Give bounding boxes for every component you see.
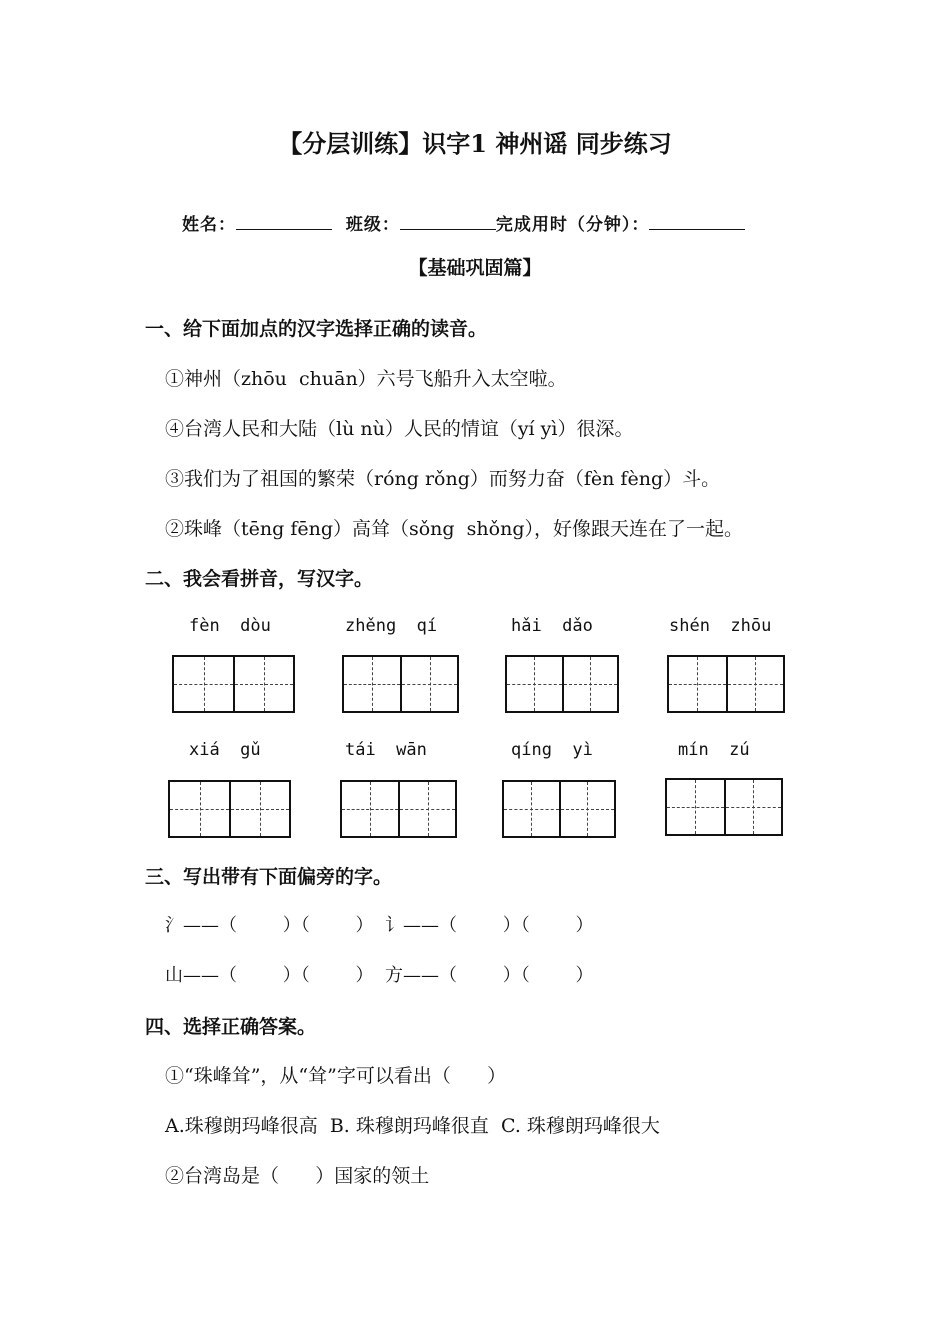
writing-cell[interactable]: [562, 657, 617, 711]
writing-cell[interactable]: [342, 782, 398, 836]
pinyin-label: fèn dòu: [189, 616, 271, 636]
q2-heading: 二、我会看拼音，写汉字。: [145, 568, 374, 590]
radical-row: 山——（ ）（ ） 方——（ ）（ ）: [165, 965, 594, 986]
class-blank[interactable]: [400, 211, 496, 230]
writing-grid[interactable]: [502, 780, 616, 838]
q1-item: ③我们为了祖国的繁荣（róng rǒng）而努力奋（fèn fèng）斗。: [165, 468, 721, 490]
radical-row: 氵——（ ）（ ） 讠——（ ）（ ）: [165, 915, 594, 936]
class-label: 班级：: [345, 215, 400, 235]
student-info-line: [182, 210, 745, 235]
writing-cell[interactable]: [504, 782, 559, 836]
writing-cell[interactable]: [724, 780, 781, 834]
writing-grid[interactable]: [505, 655, 619, 713]
writing-grid[interactable]: [340, 780, 457, 838]
pinyin-label: mín zú: [678, 740, 750, 760]
section-subtitle: 【基础巩固篇】: [408, 257, 542, 279]
writing-grid[interactable]: [172, 655, 295, 713]
writing-cell[interactable]: [400, 657, 457, 711]
pinyin-label: qíng yì: [511, 740, 593, 760]
writing-cell[interactable]: [667, 780, 724, 834]
time-blank[interactable]: [649, 211, 745, 230]
q4-options: A.珠穆朗玛峰很高 B. 珠穆朗玛峰很直 C. 珠穆朗玛峰很大: [165, 1115, 660, 1137]
writing-cell[interactable]: [559, 782, 614, 836]
writing-grid[interactable]: [667, 655, 785, 713]
writing-cell[interactable]: [233, 657, 293, 711]
writing-cell[interactable]: [229, 782, 289, 836]
pinyin-label: shén zhōu: [669, 616, 772, 636]
q4-question: ①“珠峰耸”，从“耸”字可以看出（ ）: [165, 1065, 507, 1087]
pinyin-label: tái wān: [345, 740, 427, 760]
name-label: 姓名：: [182, 215, 236, 235]
pinyin-label: xiá gǔ: [189, 740, 261, 760]
writing-cell[interactable]: [344, 657, 400, 711]
writing-cell[interactable]: [398, 782, 455, 836]
writing-cell[interactable]: [669, 657, 726, 711]
q4-heading: 四、选择正确答案。: [145, 1016, 317, 1038]
writing-grid[interactable]: [168, 780, 291, 838]
writing-cell[interactable]: [507, 657, 562, 711]
q4-question: ②台湾岛是（ ）国家的领土: [165, 1165, 430, 1187]
time-label: 完成用时（分钟）：: [495, 215, 650, 235]
writing-grid[interactable]: [665, 778, 783, 836]
writing-cell[interactable]: [170, 782, 229, 836]
page-title: 【分层训练】识字1 神州谣 同步练习: [278, 129, 672, 158]
pinyin-label: zhěng qí: [345, 616, 438, 636]
writing-grid[interactable]: [342, 655, 459, 713]
q1-item: ①神州（zhōu chuān）六号飞船升入太空啦。: [165, 368, 567, 390]
writing-cell[interactable]: [726, 657, 783, 711]
q1-item: ②珠峰（tēng fēng）高耸（sǒng shǒng），好像跟天连在了一起。: [165, 518, 743, 540]
writing-cell[interactable]: [174, 657, 233, 711]
pinyin-label: hǎi dǎo: [511, 616, 593, 636]
q3-heading: 三、写出带有下面偏旁的字。: [145, 866, 393, 888]
q1-heading: 一、给下面加点的汉字选择正确的读音。: [145, 318, 488, 340]
q1-item: ④台湾人民和大陆（lù nù）人民的情谊（yí yì）很深。: [165, 418, 634, 440]
name-blank[interactable]: [236, 211, 332, 230]
